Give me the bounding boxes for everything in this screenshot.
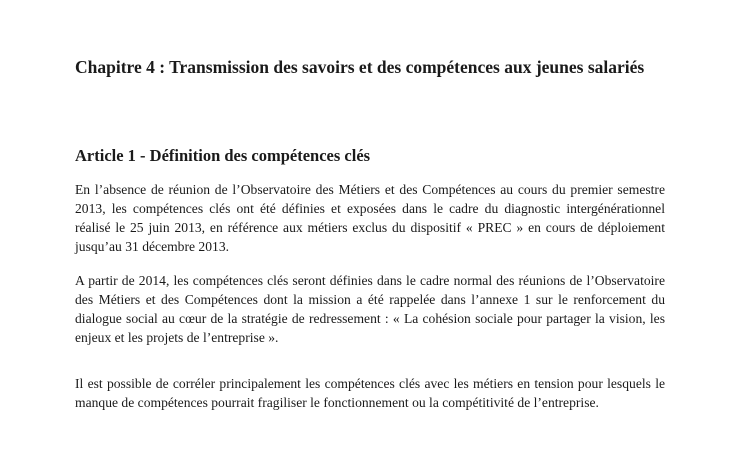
paragraph-1: En l’absence de réunion de l’Observatoire des Métiers et des Compétences au cours du premier semestre 2013, les compétences clés ont été définies et exposées dans le cadre du diagnostic intergénérationnel réalisé le 25 juin 2013, en référence aux métiers exclus du dispositif « PREC » en cours de déploiement jusqu’au 31 décembre 2013. [75, 182, 665, 254]
paragraph-3: Il est possible de corréler principalement les compétences clés avec les métiers en tension pour lesquels le manque de compétences pourrait fragiliser le fonctionnement ou la compétitivité de l’entreprise. [75, 376, 665, 410]
paragraph-2: A partir de 2014, les compétences clés seront définies dans le cadre normal des réunions de l’Observatoire des Métiers et des Compétences dont la mission a été rappelée dans l’annexe 1 sur le renforcement du dialogue social au cœur de la stratégie de redressement : « La cohésion sociale pour partager la vision, les enjeux et les projets de l’entreprise ». [75, 273, 665, 345]
chapter-title: Chapitre 4 : Transmission des savoirs et des compétences aux jeunes salariés [75, 57, 645, 77]
article-title: Article 1 - Définition des compétences clés [75, 146, 371, 165]
